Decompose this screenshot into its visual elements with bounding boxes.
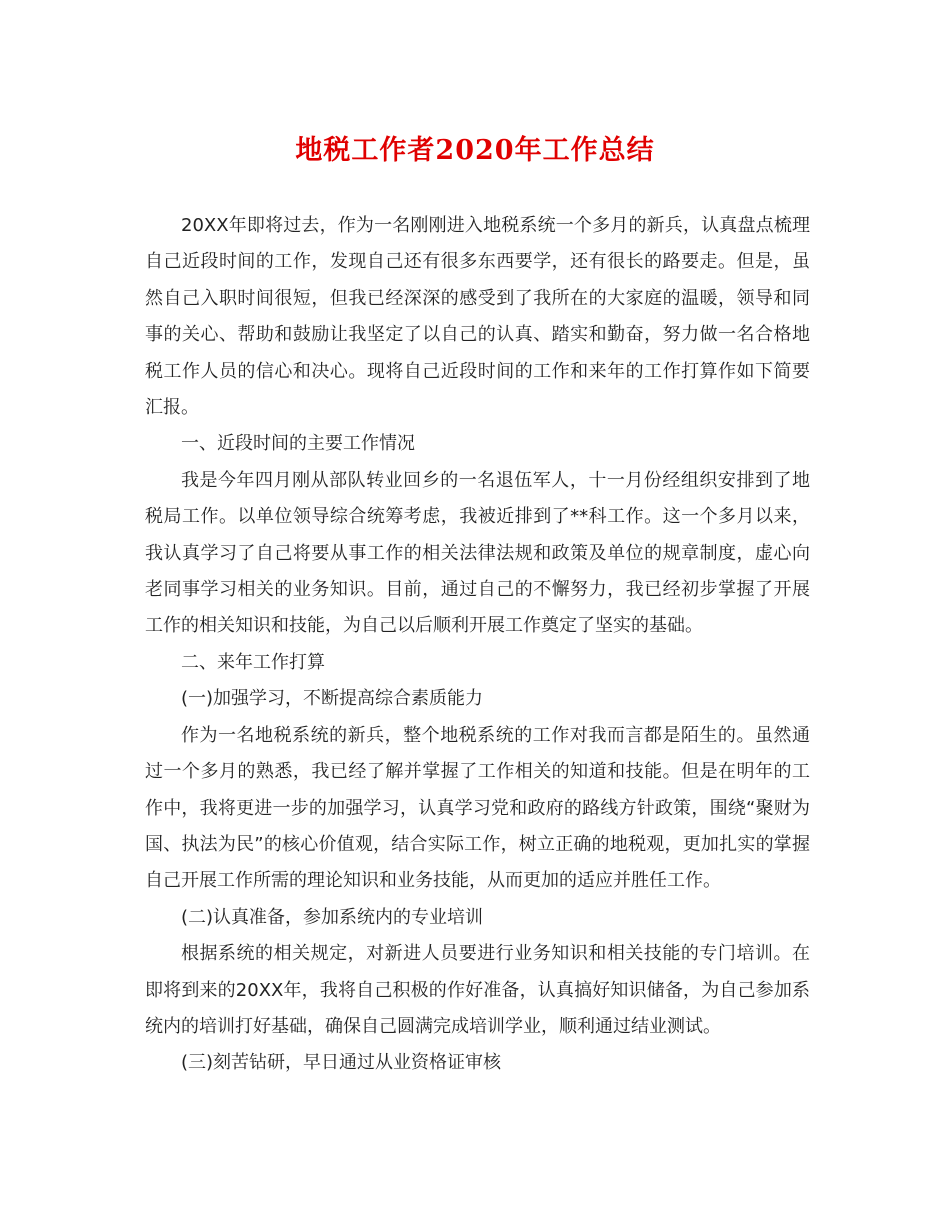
paragraph-work-status: 我是今年四月刚从部队转业回乡的一名退伍军人，十一月份经组织安排到了地税局工作。以单位领导综合统筹考虑，我被近排到了**科工作。这一个多月以来，我认真学习了自己将要从事工作的相关法律法规和政策及单位的规章制度，虚心向老同事学习相关的业务知识。目前，通过自己的不懈努力，我已经初步掌握了开展工作的相关知识和技能，为自己以后顺利开展工作奠定了坚实的基础。 bbox=[145, 469, 810, 637]
subsection-heading-3: (三)刻苦钻研，早日通过从业资格证审核 bbox=[181, 1052, 502, 1074]
paragraph-study: 作为一名地税系统的新兵，整个地税系统的工作对我而言都是陌生的。虽然通过一个多月的熟悉，我已经了解并掌握了工作相关的知道和技能。但是在明年的工作中，我将更进一步的加强学习，认真学习党和政府的路线方针政策，围绕“聚财为国、执法为民”的核心价值观，结合实际工作，树立正确的地税观，更加扎实的掌握自己开展工作所需的理论知识和业务技能，从而更加的适应并胜任工作。 bbox=[145, 724, 810, 892]
document-title: 地税工作者2020年工作总结 bbox=[295, 135, 655, 166]
subsection-heading-2: (二)认真准备，参加系统内的专业培训 bbox=[181, 906, 484, 928]
paragraph-training: 根据系统的相关规定，对新进人员要进行业务知识和相关技能的专门培训。在即将到来的20XX年，我将自己积极的作好准备，认真搞好知识储备，为自己参加系统内的培训打好基础，确保自己圆满完成培训学业，顺利通过结业测试。 bbox=[145, 943, 810, 1037]
document-body bbox=[145, 208, 810, 1082]
section-heading-2: 二、来年工作打算 bbox=[181, 651, 325, 673]
section-heading-1: 一、近段时间的主要工作情况 bbox=[181, 433, 415, 455]
paragraph-intro: 20XX年即将过去，作为一名刚刚进入地税系统一个多月的新兵，认真盘点梳理自己近段时间的工作，发现自己还有很多东西要学，还有很长的路要走。但是，虽然自己入职时间很短，但我已经深深的感受到了我所在的大家庭的温暖，领导和同事的关心、帮助和鼓励让我坚定了以自己的认真、踏实和勤奋，努力做一名合格地税工作人员的信心和决心。现将自己近段时间的工作和来年的工作打算作如下简要汇报。 bbox=[145, 215, 810, 419]
subsection-heading-1: (一)加强学习，不断提高综合素质能力 bbox=[181, 688, 484, 710]
